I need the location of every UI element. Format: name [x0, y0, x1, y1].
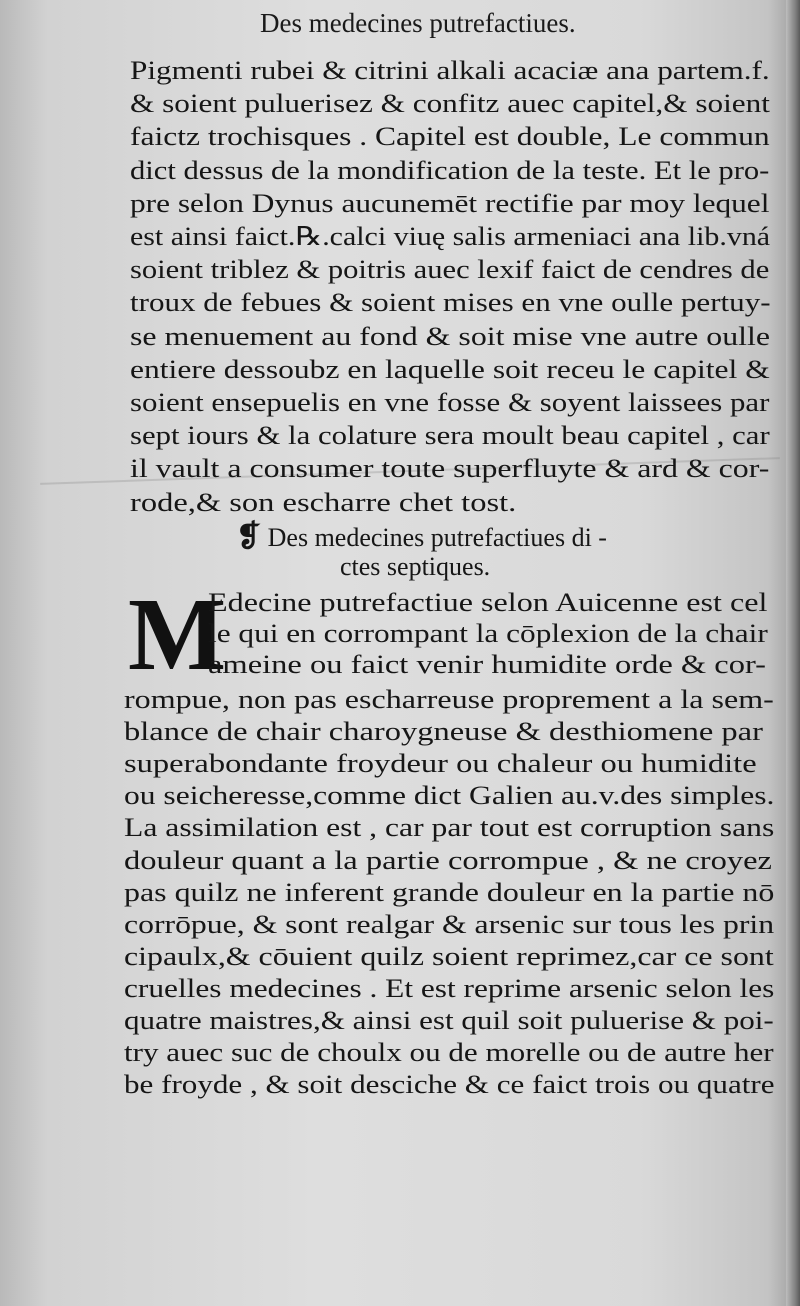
text-line: faictz trochisques . Capitel est double, Le commun — [130, 122, 770, 152]
running-head: Des medecines putrefactiues. — [260, 8, 576, 38]
text-line: le qui en corrompant la cōplexion de la chair — [208, 619, 768, 648]
text-line: try auec suc de choulx ou de morelle ou de autre her — [124, 1038, 774, 1068]
section-heading-line-2: ctes septiques. — [340, 552, 491, 581]
text-line: blance de chair charoygneuse & desthiomene par — [124, 717, 763, 747]
text-line: rode,& son escharre chet tost. — [130, 487, 517, 517]
text-line: ameine ou faict venir humidite orde & cor- — [208, 650, 766, 679]
pilcrow-icon: ❡ — [236, 520, 262, 553]
text-line: Edecine putrefactiue selon Auicenne est cel — [208, 588, 768, 617]
text-line: cruelles medecines . Et est reprime arsenic selon les — [124, 973, 775, 1003]
section-heading-line-1: ❡ Des medecines putrefactiues di - — [236, 520, 607, 553]
text-line: quatre maistres,& ainsi est quil soit puluerise & poi- — [124, 1006, 774, 1035]
text-line: dict dessus de la mondification de la teste. Et le pro- — [130, 155, 770, 185]
text-line: ou seicheresse,comme dict Galien au.v.des simples. — [124, 781, 775, 811]
text-line: soient triblez & poitris auec lexif faict de cendres de — [130, 255, 770, 285]
text-line: douleur quant a la partie corrompue , & ne croyez — [124, 845, 772, 875]
text-line: il vault a consumer toute superfluyte & ard & cor- — [130, 454, 770, 484]
text-line: cipaulx,& cōuient quilz soient reprimez,car ce sont — [124, 941, 774, 971]
text-line: est ainsi faict.℞.calci viuę salis armeniaci ana lib.vná — [130, 222, 771, 251]
text-line: entiere dessoubz en laquelle soit receu le capitel & — [130, 354, 770, 384]
text-line: superabondante froydeur ou chaleur ou humidite — [124, 749, 757, 779]
text-line: rompue, non pas escharreuse proprement a la sem- — [124, 685, 774, 714]
text-line: La assimilation est , car par tout est corruption sans — [124, 813, 775, 843]
text-line: corrōpue, & sont realgar & arsenic sur tous les prin — [124, 909, 775, 939]
text-line: soient ensepuelis en vne fosse & soyent laissees par — [130, 388, 770, 417]
text-line: Pigmenti rubei & citrini alkali acaciæ ana partem.f. — [130, 56, 770, 85]
text-line: sept iours & la colature sera moult beau capitel , car — [130, 421, 770, 451]
text-line: & soient puluerisez & confitz auec capitel,& soient — [130, 89, 770, 119]
text-line: pre selon Dynus aucunemēt rectifie par moy lequel — [130, 188, 770, 218]
page-edge-shadow — [786, 0, 800, 1306]
text-line: be froyde , & soit desciche & ce faict trois ou quatre — [124, 1070, 775, 1100]
text-line: se menuement au fond & soit mise vne autre oulle — [130, 321, 771, 351]
text-line: troux de febues & soient mises en vne oulle pertuy- — [130, 288, 771, 318]
text-line: pas quilz ne inferent grande douleur en la partie nō — [124, 877, 775, 907]
drop-cap: M — [128, 577, 227, 692]
